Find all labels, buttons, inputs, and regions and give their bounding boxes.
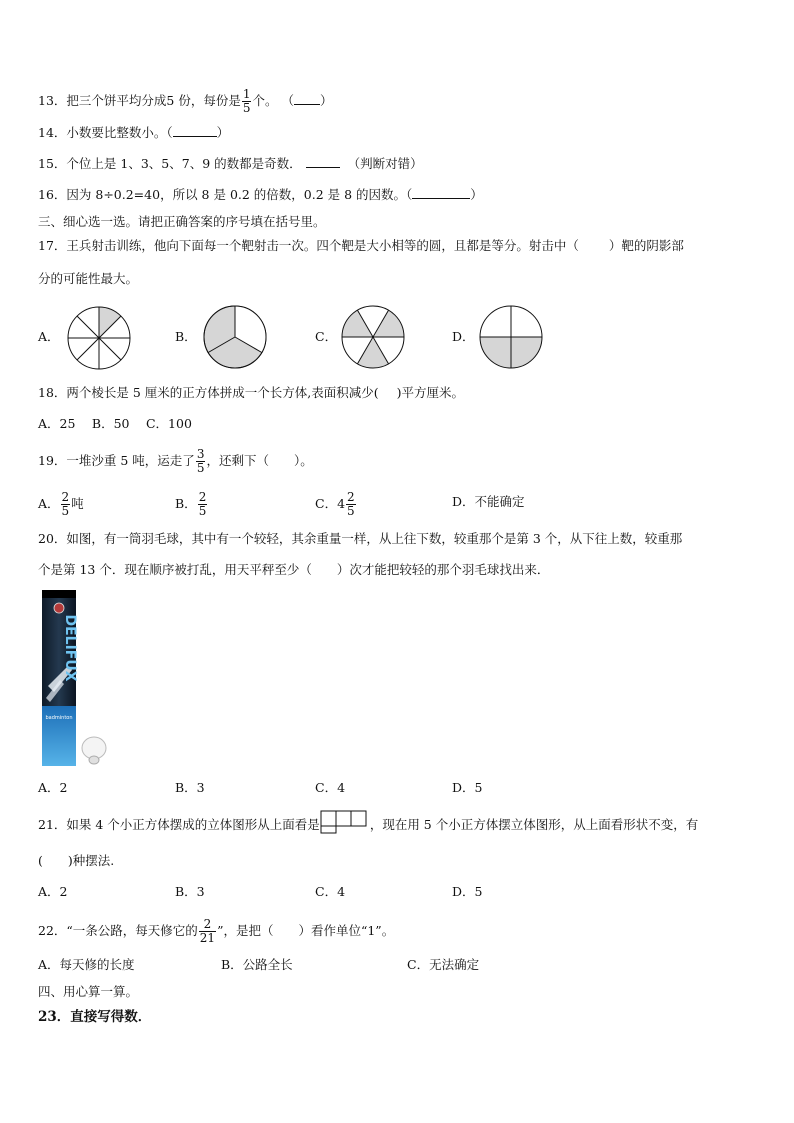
target-c-circle (340, 304, 406, 370)
question-21-line1 (38, 816, 698, 834)
fraction: $\frac{2}{21}$ (199, 917, 216, 945)
question-22 (38, 918, 394, 945)
question-21-suffix: ，现在用 5 个小正方体摆立体图形，从上面看形状不变，有 (369, 817, 699, 832)
tube-sub-text: badminton (45, 715, 73, 721)
target-a-circle (66, 306, 132, 370)
q21-option-b: B．3 (175, 884, 205, 899)
q21-option-a: A．2 (38, 884, 68, 899)
fraction: $\frac{1}{5}$ (242, 87, 251, 115)
target-d-circle (478, 304, 544, 370)
question-19 (38, 448, 313, 475)
question-17-line2: 分的可能性最大。 (38, 271, 139, 286)
option-a-label: A． (38, 329, 60, 344)
question-22-text: 22．“一条公路，每天修它的 (38, 923, 198, 938)
question-14-text: 14．小数要比整数小。（ (38, 125, 173, 140)
question-18 (38, 384, 464, 402)
answer-blank[interactable] (306, 155, 340, 168)
fraction: $\frac{3}{5}$ (196, 447, 205, 475)
option-d: D．不能确定 (452, 494, 525, 509)
question-18-text: 18．两个棱长是 5 厘米的正方体拼成一个长方体,表面积减少( (38, 385, 379, 400)
question-14 (38, 124, 229, 142)
paren-close: ） (470, 187, 483, 202)
option-b: B． $\frac{2}{5}$ (175, 490, 207, 518)
question-16-text: 16．因为 8÷0.2=40，所以 8 是 0.2 的倍数，0.2 是 8 的因数。（ (38, 187, 413, 202)
question-21-line2: ( )种摆法. (38, 853, 115, 868)
question-18-suffix: )平方厘米。 (396, 385, 465, 400)
question-23: 23．直接写得数． (38, 1009, 152, 1025)
option-c-label: C． (315, 329, 338, 344)
question-16 (38, 186, 483, 204)
q20-option-b: B．3 (175, 780, 205, 795)
option-a: A． $\frac{2}{5}$ 吨 (38, 490, 84, 518)
question-13 (38, 88, 332, 115)
q20-option-d: D．5 (452, 780, 483, 795)
q22-option-c: C．无法确定 (407, 957, 480, 972)
q21-option-c: C．4 (315, 884, 346, 899)
question-20-line2: 个是第 13 个．现在顺序被打乱，用天平秤至少（ ）次才能把较轻的那个羽毛球找出来． (38, 562, 550, 577)
q22-option-a: A．每天修的长度 (38, 957, 135, 972)
question-15 (38, 155, 423, 173)
answer-blank[interactable] (412, 186, 470, 199)
section-3-heading: 三、细心选一选。请把正确答案的序号填在括号里。 (38, 214, 326, 229)
question-15-suffix: （判断对错） (347, 156, 423, 171)
question-19-suffix: ，还剩下（ ）。 (206, 453, 313, 468)
question-13-suffix: 个。 （ (252, 93, 294, 108)
tube-brand-text: DELIFUX (62, 614, 78, 682)
q20-option-a: A．2 (38, 780, 68, 795)
option-d-label: D． (452, 329, 475, 344)
fraction: $\frac{2}{5}$ (198, 490, 207, 518)
answer-blank[interactable] (294, 92, 320, 105)
paren-close: ） (319, 93, 333, 108)
fraction: $\frac{2}{5}$ (347, 490, 355, 518)
target-b-circle (202, 304, 268, 370)
paren-close: ） (216, 125, 230, 140)
question-17-line1 (38, 237, 684, 255)
q20-option-c: C．4 (315, 780, 346, 795)
question-17-text-cont: ）靶的阴影部 (608, 238, 684, 253)
question-21-text: 21．如果 4 个小正方体摆成的立体图形从上面看是 (38, 817, 320, 832)
fraction: $\frac{2}{5}$ (61, 490, 70, 518)
question-17-text: 17．王兵射击训练，他向下面每一个靶射击一次。四个靶是大小相等的圆，且都是等分。射击中（ (38, 238, 579, 253)
option-c: C．4 $\frac{2}{5}$ (315, 490, 355, 518)
question-15-text: 15．个位上是 1、3、5、7、9 的数都是奇数． (38, 156, 302, 171)
top-view-figure (320, 818, 370, 834)
question-18-options: A．25 B．50 C．100 (38, 416, 192, 431)
q21-option-d: D．5 (452, 884, 483, 899)
question-19-text: 19．一堆沙重 5 吨，运走了 (38, 453, 195, 468)
q22-option-b: B．公路全长 (221, 957, 293, 972)
option-b-label: B． (175, 329, 197, 344)
question-20-line1: 20．如图，有一筒羽毛球，其中有一个较轻，其余重量一样，从上往下数，较重那个是第 3 个，从下往上数，较重那 (38, 531, 683, 546)
section-4-heading: 四、用心算一算。 (38, 984, 139, 999)
question-13-text: 13．把三个饼平均分成5 份，每份是 (38, 93, 241, 108)
answer-blank[interactable] (173, 124, 217, 137)
question-22-suffix: ”，是把（ ）看作单位“1”。 (217, 923, 395, 938)
shuttlecock-tube-image (38, 588, 110, 768)
